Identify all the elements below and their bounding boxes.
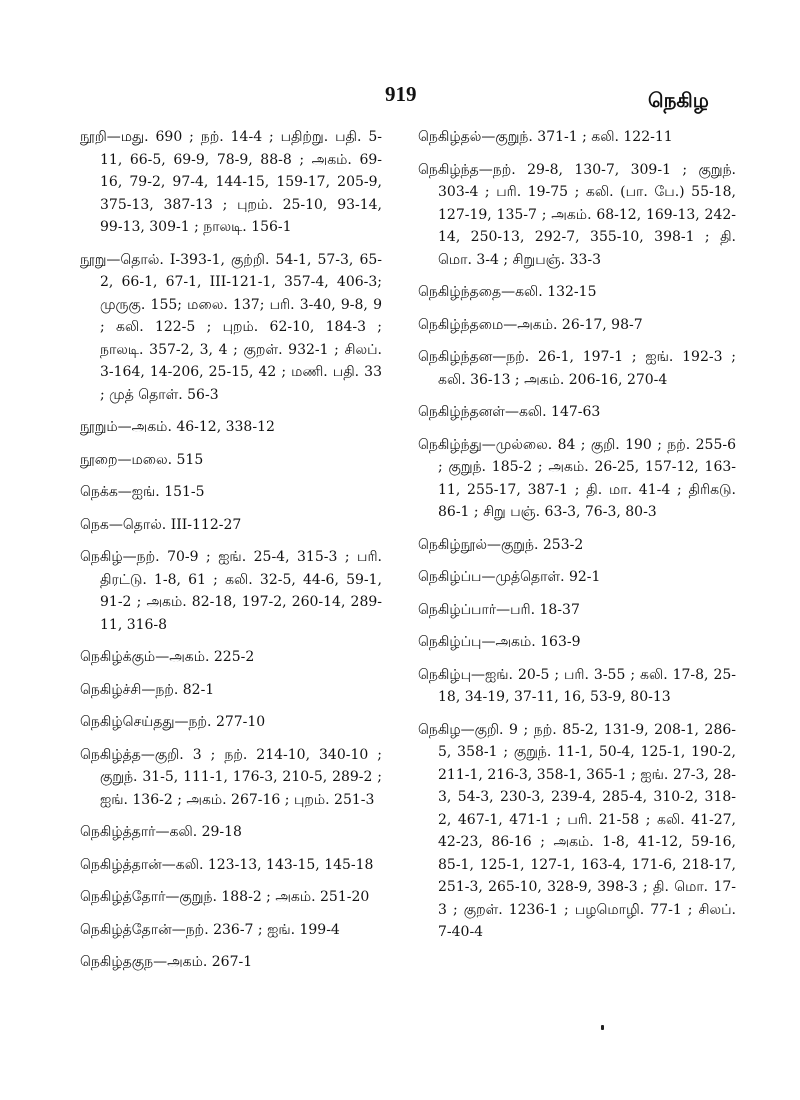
entry-headword: நெகிழ்ந்ததை: [418, 284, 502, 300]
entry-headword: நெகிழ்ந்த: [418, 161, 479, 178]
entry-headword: நெகிழ்ந்து: [418, 436, 482, 453]
entry-headword: நெகிழ்நூல்: [418, 536, 487, 553]
entry-references: —ஐங். 151-5: [117, 484, 205, 500]
entry-headword: நெகிழ்ப்பு: [418, 634, 482, 650]
index-entry: [418, 534, 736, 557]
index-entry: [80, 646, 382, 669]
index-entry: [80, 449, 382, 472]
entry-headword: நெகிழ்த்தார்: [80, 824, 156, 840]
left-column: [80, 126, 382, 984]
entry-references: —பரி. 18-37: [496, 601, 580, 618]
entry-headword: நூறை: [80, 451, 118, 468]
entry-references: —கலி. 147-63: [504, 404, 601, 420]
index-entry: [80, 821, 382, 844]
entry-headword: நெகிழ்ந்தனள்: [418, 404, 505, 420]
entry-headword: நெகிழ்ப்பார்: [418, 601, 497, 618]
entry-headword: நெகிழ்பு: [418, 666, 472, 683]
index-entry: [418, 126, 736, 149]
entry-headword: நெகிழ்ந்தன: [418, 349, 493, 365]
entry-headword: நெகிழ்தகுந: [80, 954, 154, 970]
entry-references: —முத்தொள். 92-1: [481, 569, 601, 585]
index-entry: [418, 434, 736, 524]
entry-references: —கலி. 132-15: [501, 284, 597, 300]
entry-references: —கலி. 123-13, 143-15, 145-18: [161, 856, 374, 873]
index-entry: [80, 711, 382, 734]
entry-references: —குறுந். 371-1 ; கலி. 122-11: [481, 129, 673, 145]
index-entry: [418, 719, 736, 944]
index-entry: [418, 281, 736, 304]
entry-references: —நற். 29-8, 130-7, 309-1 ; குறுந். 303-4 ; பரி. 19-75 ; கலி. (பா. பே.) 55-18, 127-19, 135-7 ; அகம். 68-12, 169-13, 242-14, 250-13, 292-7, 355-10, 398-1 ; தி. மொ. 3-4 ; சிறுபஞ். 33-3: [438, 161, 736, 268]
entry-headword: நூறி: [80, 129, 107, 145]
entry-references: —கலி. 29-18: [155, 824, 242, 840]
entry-headword: நெக்க: [80, 484, 118, 500]
entry-headword: நெகிழ்ந்தமை: [418, 316, 504, 333]
index-entry: [80, 919, 382, 942]
index-entry: [418, 631, 736, 654]
index-entry: [418, 314, 736, 337]
entry-headword: நெகிழ்க்கும்: [80, 649, 156, 665]
entry-headword: நெகிழ்ச்சி: [80, 681, 142, 698]
index-entry: [418, 346, 736, 391]
running-head: நெகிழ: [648, 88, 709, 112]
page-number: 919: [385, 82, 417, 106]
entry-references: —குறுந். 188-2 ; அகம். 251-20: [165, 889, 370, 905]
index-entry: [80, 951, 382, 974]
entry-references: —தொல். I-393-1, குற்றி. 54-1, 57-3, 65-2, 66-1, 67-1, III-121-1, 357-4, 406-3; முருகு. 155; மலை. 137; பரி. 3-40, 9-8, 9 ; கலி. 122-5 ; புறம். 62-10, 184-3 ; நாலடி. 357-2, 3, 4 ; குறள். 932-1 ; சிலப். 3-164, 14-206, 25-15, 42 ; மணி. பதி. 33 ; முத் தொள். 56-3: [100, 251, 382, 403]
entry-headword: நெகிழ்த்தோன்: [80, 921, 172, 938]
index-entry: [80, 744, 382, 812]
index-entry: [80, 126, 382, 239]
entry-headword: நூறும்: [80, 419, 118, 435]
index-entry: [80, 416, 382, 439]
entry-headword: நெகிழ்ப்ப: [418, 569, 482, 585]
entry-references: —நற். 277-10: [174, 714, 266, 730]
entry-references: —அகம். 225-2: [155, 649, 255, 665]
entry-references: —குறி. 3 ; நற். 214-10, 340-10 ; குறுந். 31-5, 111-1, 176-3, 210-5, 289-2 ; ஐங். 136-2 ; அகம். 267-16 ; புறம். 251-3: [100, 746, 382, 808]
entry-headword: நூறு: [80, 251, 107, 268]
index-entry: [80, 249, 382, 407]
entry-references: —அகம். 26-17, 98-7: [503, 316, 643, 333]
entry-headword: நெகிழ: [418, 721, 461, 738]
index-entry: [80, 854, 382, 877]
ink-speck: [601, 1025, 604, 1030]
entry-references: —நற். 70-9 ; ஐங். 25-4, 315-3 ; பரி. திரட்டு. 1-8, 61 ; கலி. 32-5, 44-6, 59-1, 91-2 ; அகம். 82-18, 197-2, 260-14, 289-11, 316-8: [100, 549, 382, 633]
index-entry: [418, 599, 736, 622]
entry-headword: நெகிழ்செய்தது: [80, 714, 175, 730]
index-entry: [418, 566, 736, 589]
entry-references: —நற். 26-1, 197-1 ; ஐங். 192-3 ; கலி. 36-13 ; அகம். 206-16, 270-4: [438, 349, 736, 388]
entry-headword: நெகிழ்: [80, 549, 123, 565]
entry-references: —மது. 690 ; நற். 14-4 ; பதிற்று. பதி. 5-11, 66-5, 69-9, 78-9, 88-8 ; அகம். 69-16, 79-2, 97-4, 144-15, 159-17, 205-9, 375-13, 387-13 ; புறம். 25-10, 93-14, 99-13, 309-1 ; நாலடி. 156-1: [100, 129, 382, 235]
index-entry: [80, 481, 382, 504]
entry-references: —அகம். 46-12, 338-12: [117, 419, 275, 435]
index-entry: [418, 159, 736, 272]
entry-references: —அகம். 267-1: [153, 954, 253, 970]
index-entry: [418, 401, 736, 424]
entry-references: —நற். 236-7 ; ஐங். 199-4: [171, 921, 340, 938]
index-entry: [80, 546, 382, 636]
entry-headword: நெக: [80, 516, 109, 533]
entry-references: —அகம். 163-9: [481, 634, 581, 650]
entry-references: —மலை. 515: [117, 451, 204, 468]
entry-headword: நெகிழ்த்தோர்: [80, 889, 166, 905]
index-entry: [80, 679, 382, 702]
entry-references: —ஐங். 20-5 ; பரி. 3-55 ; கலி. 17-8, 25-18, 34-19, 37-11, 16, 53-9, 80-13: [438, 666, 736, 705]
right-column: [418, 126, 736, 954]
entry-headword: நெகிழ்த்த: [80, 746, 141, 763]
entry-headword: நெகிழ்த்தான்: [80, 856, 162, 873]
entry-headword: நெகிழ்தல்: [418, 129, 482, 145]
entry-references: —நற். 82-1: [141, 681, 215, 698]
entry-references: —குறி. 9 ; நற். 85-2, 131-9, 208-1, 286-5, 358-1 ; குறுந். 11-1, 50-4, 125-1, 190-2, 211-1, 216-3, 358-1, 365-1 ; ஐங். 27-3, 28-3, 54-3, 230-3, 239-4, 285-4, 310-2, 318-2, 467-1, 471-1 ; பரி. 21-58 ; கலி. 41-27, 42-23, 86-16 ; அகம். 1-8, 41-12, 59-16, 85-1, 125-1, 127-1, 163-4, 171-6, 218-17, 251-3, 265-10, 328-9, 398-3 ; தி. மொ. 17-3 ; குறள். 1236-1 ; பழமொழி. 77-1 ; சிலப். 7-40-4: [438, 721, 736, 940]
entry-references: —குறுந். 253-2: [486, 536, 584, 553]
index-entry: [418, 664, 736, 709]
index-entry: [80, 886, 382, 909]
entry-references: —தொல். III-112-27: [108, 516, 242, 533]
index-entry: [80, 514, 382, 537]
entry-references: —முல்லை. 84 ; குறி. 190 ; நற். 255-6 ; குறுந். 185-2 ; அகம். 26-25, 157-12, 163-11, 255-17, 387-1 ; தி. மா. 41-4 ; திரிகடு. 86-1 ; சிறு பஞ். 63-3, 76-3, 80-3: [438, 436, 736, 520]
